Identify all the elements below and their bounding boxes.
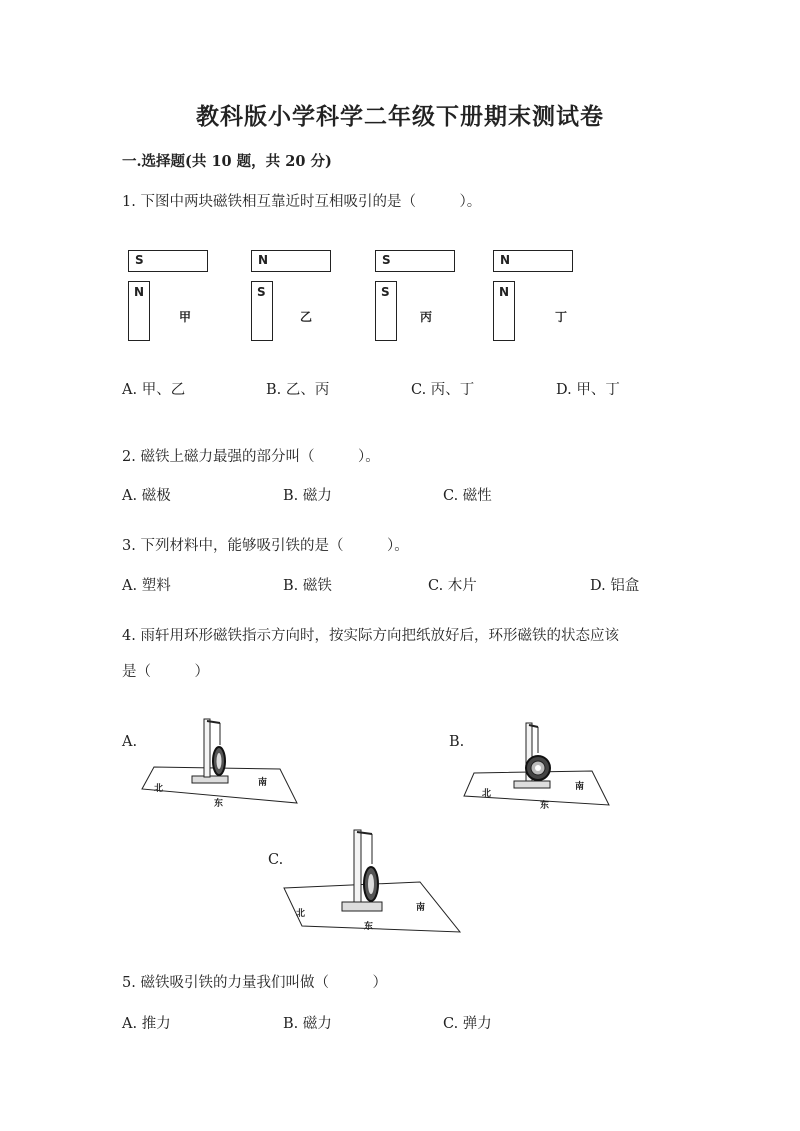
svg-text:南: 南 [258, 778, 268, 788]
magnet-pole-label: N [499, 285, 510, 299]
magnet-figure-3 [375, 250, 475, 345]
vertical-magnet [128, 281, 150, 341]
svg-text:东: 东 [540, 801, 550, 811]
magnet-pole-label: N [134, 285, 145, 299]
magnet-pole-label: S [135, 253, 144, 267]
magnet-pole-label: S [381, 285, 390, 299]
horizontal-magnet [493, 250, 573, 272]
horizontal-magnet [375, 250, 455, 272]
vertical-magnet [251, 281, 273, 341]
vertical-magnet [375, 281, 397, 341]
magnet-figure-1 [128, 250, 228, 345]
question-4-option-a[interactable]: A. [122, 734, 138, 750]
question-5-option-b[interactable]: B. 磁力 [283, 1016, 332, 1032]
svg-text:北: 北 [296, 909, 306, 919]
magnet-pole-label: S [257, 285, 266, 299]
horizontal-magnet [128, 250, 208, 272]
ring-magnet-figure-c [278, 826, 464, 938]
magnet-pole-label: N [258, 253, 269, 267]
question-3-option-b[interactable]: B. 磁铁 [283, 578, 332, 594]
figure-label: 丙 [420, 310, 433, 324]
figure-label: 甲 [179, 310, 192, 324]
horizontal-magnet [251, 250, 331, 272]
svg-text:北: 北 [482, 789, 492, 799]
question-1-option-d[interactable]: D. 甲、丁 [556, 382, 620, 398]
svg-text:南: 南 [575, 782, 585, 792]
svg-text:东: 东 [214, 799, 224, 809]
question-5-option-a[interactable]: A. 推力 [122, 1016, 171, 1032]
magnet-figure-2 [251, 250, 351, 345]
question-5-option-c[interactable]: C. 弹力 [443, 1016, 492, 1032]
question-3-option-c[interactable]: C. 木片 [428, 578, 477, 594]
svg-text:南: 南 [416, 903, 426, 913]
svg-text:北: 北 [154, 784, 164, 794]
vertical-magnet [493, 281, 515, 341]
question-1-text: 1. 下图中两块磁铁相互靠近时互相吸引的是（ ）。 [122, 194, 482, 210]
question-2-text: 2. 磁铁上磁力最强的部分叫（ ）。 [122, 449, 380, 465]
ring-magnet-figure-b [462, 717, 614, 813]
page-title: 教科版小学科学二年级下册期末测试卷 [196, 103, 604, 130]
question-5-text: 5. 磁铁吸引铁的力量我们叫做（ ） [122, 975, 387, 991]
question-3-text: 3. 下列材料中，能够吸引铁的是（ ）。 [122, 538, 409, 554]
magnet-pole-label: S [382, 253, 391, 267]
question-2-option-c[interactable]: C. 磁性 [443, 488, 492, 504]
ring-magnet-figure-a [140, 715, 302, 811]
question-1-option-a[interactable]: A. 甲、乙 [122, 382, 186, 398]
question-4-option-b[interactable]: B. [449, 734, 465, 750]
magnet-pole-label: N [500, 253, 511, 267]
figure-label: 乙 [300, 310, 313, 324]
figure-label: 丁 [555, 310, 568, 324]
question-1-option-b[interactable]: B. 乙、丙 [266, 382, 330, 398]
question-2-option-b[interactable]: B. 磁力 [283, 488, 332, 504]
question-4-option-c[interactable]: C. [268, 852, 284, 868]
question-4-text-line2: 是（ ） [122, 664, 209, 680]
svg-text:东: 东 [364, 922, 374, 932]
section-heading: 一.选择题(共 10 题，共 20 分) [122, 153, 332, 170]
question-3-option-a[interactable]: A. 塑料 [122, 578, 171, 594]
question-4-text-line1: 4. 雨轩用环形磁铁指示方向时，按实际方向把纸放好后，环形磁铁的状态应该 [122, 628, 619, 644]
magnet-figure-4 [493, 250, 593, 345]
question-1-option-c[interactable]: C. 丙、丁 [411, 382, 475, 398]
question-3-option-d[interactable]: D. 铝盒 [590, 578, 640, 594]
question-2-option-a[interactable]: A. 磁极 [122, 488, 171, 504]
